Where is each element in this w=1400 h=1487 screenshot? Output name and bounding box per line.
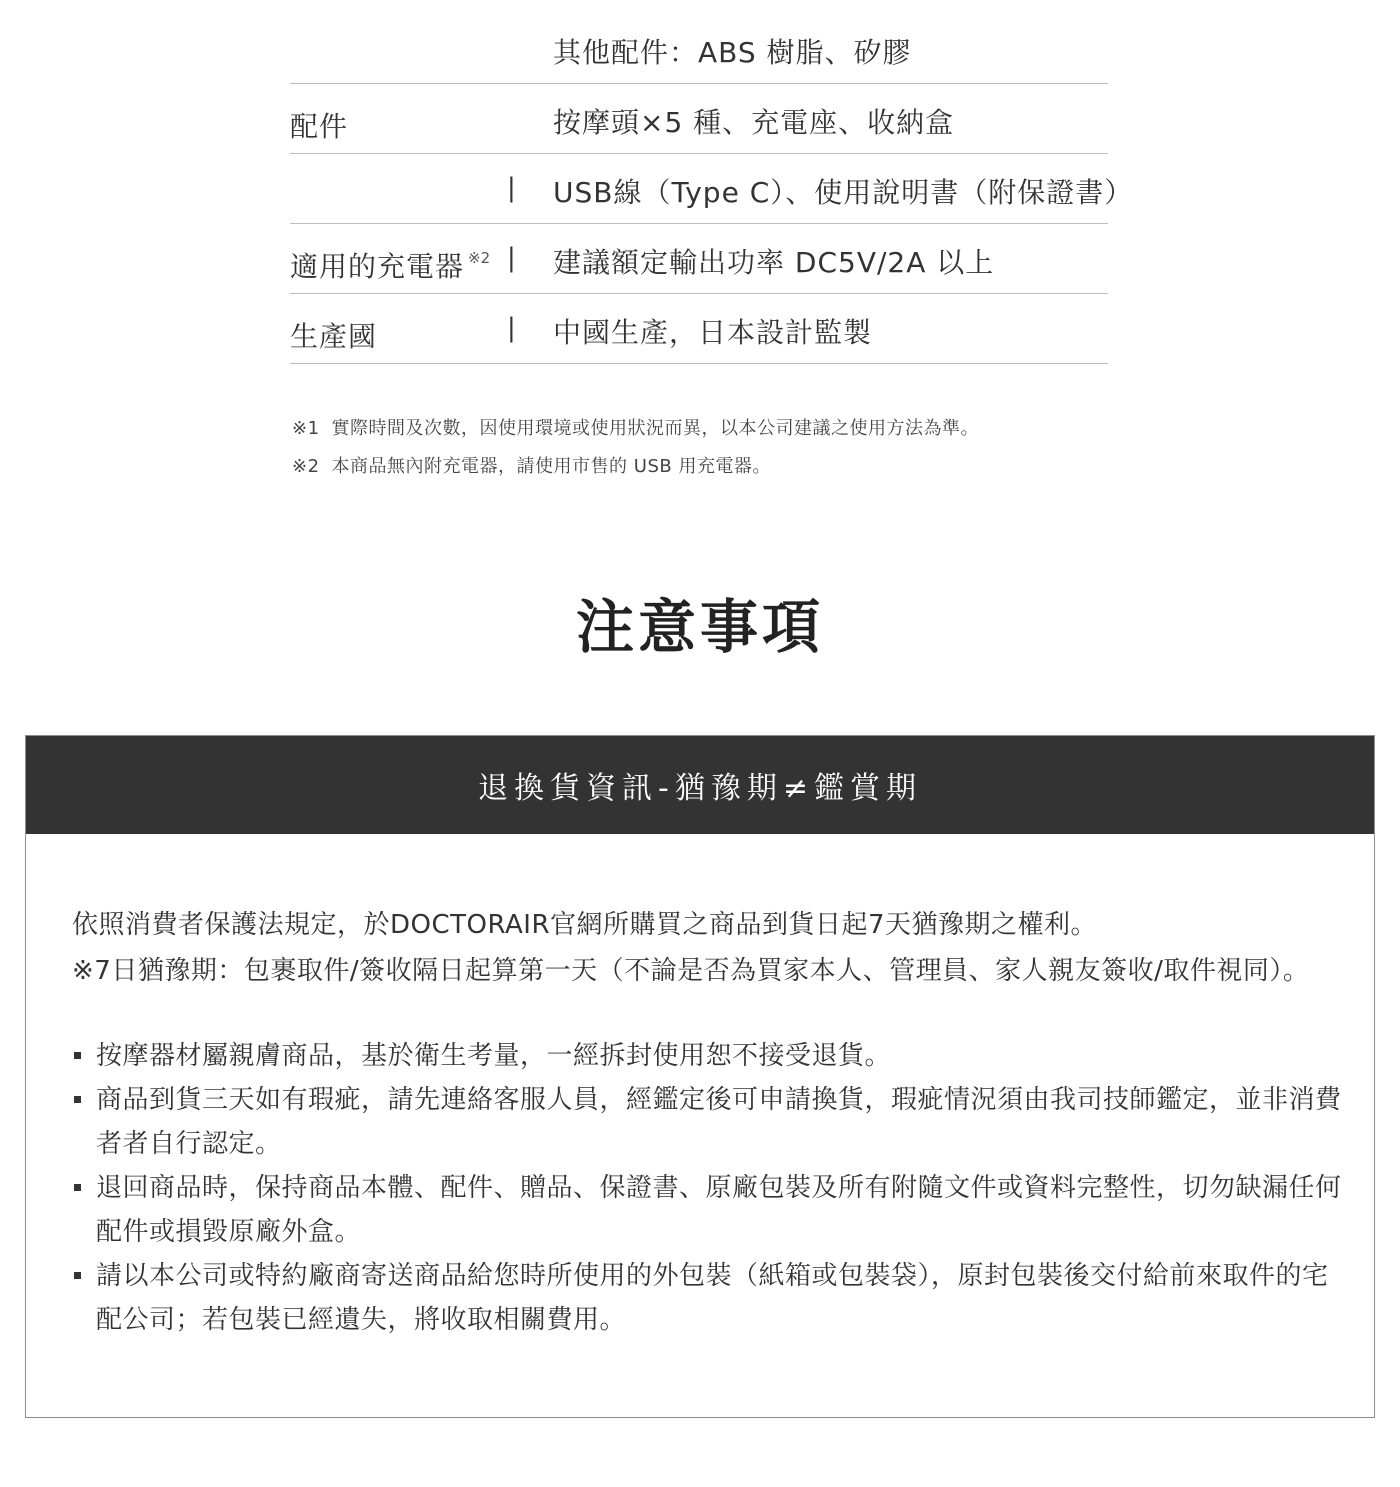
spec-separator: |	[507, 243, 517, 273]
spec-value: 建議額定輸出功率 DC5V/2A 以上	[553, 246, 995, 279]
spec-label	[290, 245, 490, 285]
spec-label-text: 適用的充電器	[290, 250, 465, 283]
spec-table	[290, 16, 1134, 364]
spec-separator: |	[507, 313, 517, 343]
footnote	[292, 414, 979, 452]
returns-info-box	[25, 735, 1375, 1418]
intro-line: 依照消費者保護法規定，於DOCTORAIR官網所購買之商品到貨日起7天猶豫期之權利。	[72, 910, 1098, 940]
footnote	[292, 452, 979, 490]
spec-row-accessories	[290, 84, 1108, 154]
returns-info-header	[26, 736, 1374, 834]
footnote-mark: ※2	[292, 456, 320, 477]
returns-bullet-list	[72, 1034, 1352, 1342]
spec-row-charger	[290, 224, 1108, 294]
list-item: 按摩器材屬親膚商品，基於衛生考量，一經拆封使用恕不接受退貨。	[72, 1034, 1352, 1078]
intro-line: ※7日猶豫期：包裹取件/簽收隔日起算第一天（不論是否為買家本人、管理員、家人親友簽收/取件視同）。	[72, 956, 1310, 986]
note-reference: ※2	[468, 249, 491, 267]
spec-row-origin	[290, 294, 1108, 364]
list-item: 商品到貨三天如有瑕疵，請先連絡客服人員，經鑑定後可申請換貨，瑕疵情況須由我司技師鑑定，並非消費者者自行認定。	[72, 1078, 1352, 1166]
spec-value: USB線（Type C）、使用說明書（附保證書）	[553, 176, 1134, 209]
spec-label: 生產國	[290, 320, 378, 353]
spec-row-other-accessories	[290, 16, 1108, 84]
spec-label: 配件	[290, 110, 349, 143]
list-item: 請以本公司或特約廠商寄送商品給您時所使用的外包裝（紙箱或包裝袋），原封包裝後交付給前來取件的宅配公司；若包裝已經遺失，將收取相關費用。	[72, 1254, 1352, 1342]
section-title: 注意事項	[575, 593, 824, 661]
list-item: 退回商品時，保持商品本體、配件、贈品、保證書、原廠包裝及所有附隨文件或資料完整性，切勿缺漏任何配件或損毀原廠外盒。	[72, 1166, 1352, 1254]
spec-value: 其他配件：ABS 樹脂、矽膠	[553, 36, 912, 69]
spec-row-cable	[290, 154, 1134, 224]
footnotes	[292, 414, 979, 490]
spec-separator: |	[507, 173, 517, 203]
footnote-text: 本商品無內附充電器，請使用市售的 USB 用充電器。	[331, 456, 771, 477]
spec-value: 中國生產，日本設計監製	[553, 316, 873, 349]
spec-value: 按摩頭×5 種、充電座、收納盒	[553, 106, 955, 139]
returns-info-body	[72, 902, 1352, 1342]
returns-info-header-text: 退換貨資訊-猶豫期≠鑑賞期	[478, 771, 922, 806]
footnote-mark: ※1	[292, 418, 320, 439]
footnote-text: 實際時間及次數，因使用環境或使用狀況而異，以本公司建議之使用方法為準。	[331, 418, 980, 439]
